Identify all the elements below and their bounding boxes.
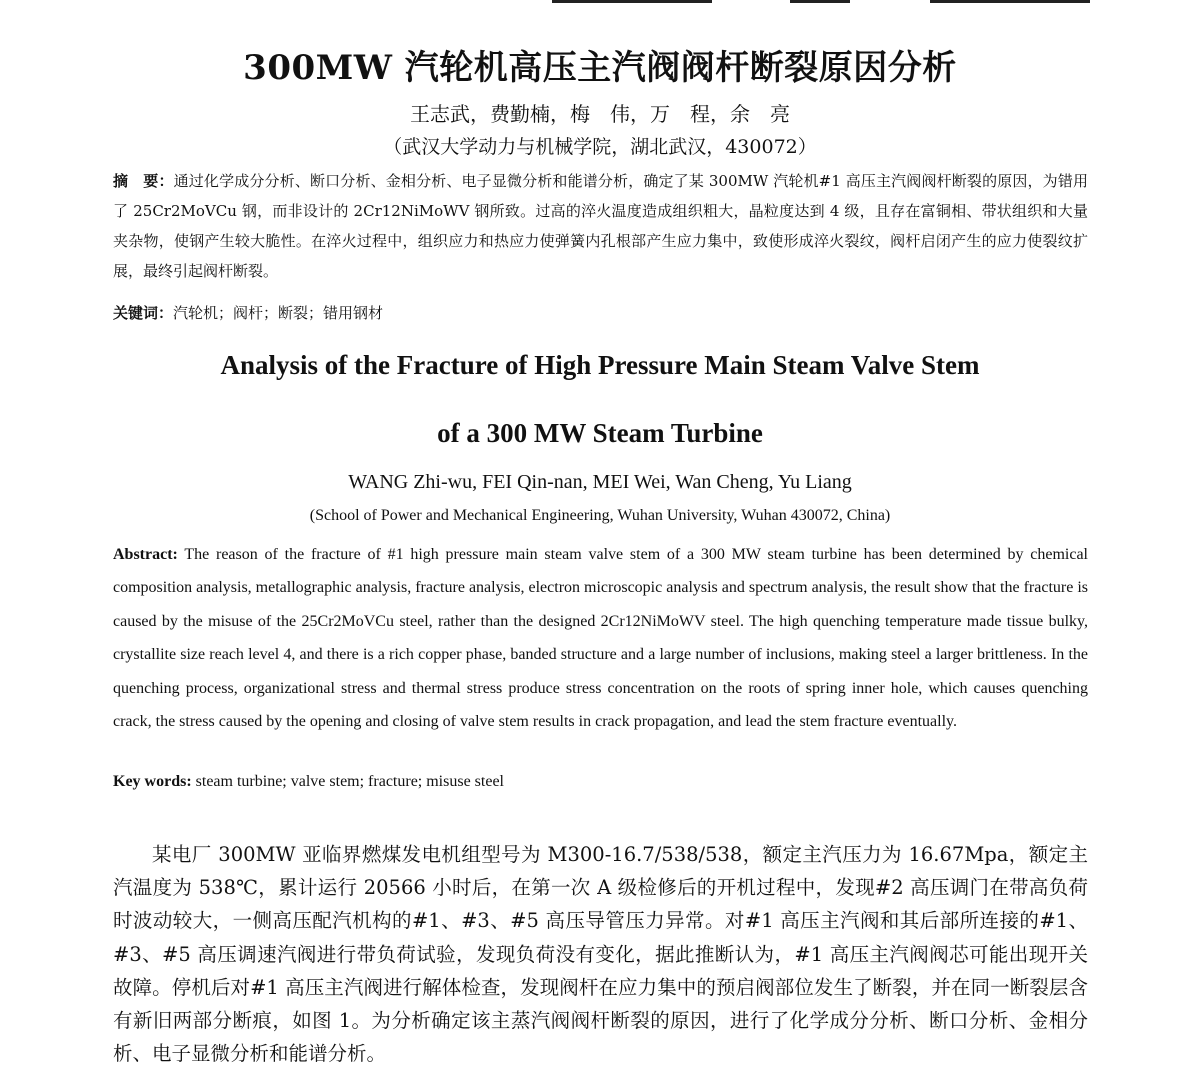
keywords-english-text: steam turbine; valve stem; fracture; misuse steel: [191, 773, 504, 790]
abstract-english-label: Abstract:: [113, 546, 178, 563]
keywords-english: [113, 771, 1088, 793]
authors-english: WANG Zhi-wu, FEI Qin-nan, MEI Wei, Wan Cheng, Yu Liang: [348, 471, 852, 493]
header-rule-middle: [790, 0, 850, 3]
header-rule-right: [930, 0, 1090, 3]
header-rule-left: [552, 0, 712, 3]
title-english-line2: of a 300 MW Steam Turbine: [437, 418, 763, 448]
title-chinese: 300MW 汽轮机高压主汽阀阀杆断裂原因分析: [243, 48, 957, 88]
abstract-chinese-label: 摘 要：: [113, 172, 174, 190]
affiliation-english: (School of Power and Mechanical Engineering, Wuhan University, Wuhan 430072, China): [309, 507, 891, 524]
body-paragraph: 某电厂 300MW 亚临界燃煤发电机组型号为 M300-16.7/538/538，额定主汽压力为 16.67Mpa，额定主汽温度为 538℃，累计运行 20566 小时后，在第一次 A 级检修后的开机过程中，发现#2 高压调门在带高负荷时波动较大，一侧高压配汽机构的#1、#3、#5 高压导管压力异常。对#1 高压主汽阀和其后部所连接的#1、#3、#5 高压调速汽阀进行带负荷试验，发现负荷没有变化，据此推断认为，#1 高压主汽阀阀芯可能出现开关故障。停机后对#1 高压主汽阀进行解体检查，发现阀杆在应力集中的预启阀部位发生了断裂，并在同一断裂层含有新旧两部分断痕，如图 1。为分析确定该主蒸汽阀阀杆断裂的原因，进行了化学成分分析、断口分析、金相分析、电子显微分析和能谱分析。: [113, 843, 1088, 1066]
abstract-chinese-text: 通过化学成分分析、断口分析、金相分析、电子显微分析和能谱分析，确定了某 300MW 汽轮机#1 高压主汽阀阀杆断裂的原因，为错用了 25Cr2MoVCu 钢，而非设计的 2Cr12NiMoWV 钢所致。过高的淬火温度造成组织粗大，晶粒度达到 4 级，且存在富铜相、带状组织和大量夹杂物，使钢产生较大脆性。在淬火过程中，组织应力和热应力使弹簧内孔根部产生应力集中，致使形成淬火裂纹，阀杆启闭产生的应力使裂纹扩展，最终引起阀杆断裂。: [113, 172, 1088, 280]
title-english-line1: Analysis of the Fracture of High Pressure Main Steam Valve Stem: [220, 350, 980, 380]
keywords-chinese-text: 汽轮机；阀杆；断裂；错用钢材: [173, 304, 384, 322]
abstract-chinese: [113, 166, 1088, 286]
keywords-chinese: [113, 302, 1088, 324]
affiliation-chinese: （武汉大学动力与机械学院，湖北武汉，430072）: [383, 136, 817, 158]
keywords-english-label: Key words:: [113, 773, 192, 790]
authors-chinese: 王志武，费勤楠，梅 伟，万 程，余 亮: [410, 102, 790, 126]
abstract-english-text: The reason of the fracture of #1 high pressure main steam valve stem of a 300 MW steam turbine has been determined by chemical composition analysis, metallographic analysis, fracture analysis, electron microscopic analysis and spectrum analysis, the result show that the fracture is caused by the misuse of the 25Cr2MoVCu steel, rather than the designed 2Cr12NiMoWV steel. The high quenching temperature made tissue bulky, crystallite size reach level 4, and there is a rich copper phase, banded structure and a large number of inclusions, making steel a larger brittleness. In the quenching process, organizational stress and thermal stress produce stress concentration on the roots of spring inner hole, which causes quenching crack, the stress caused by the opening and closing of valve stem results in crack propagation, and lead the stem fracture eventually.: [113, 546, 1088, 731]
abstract-english: [113, 538, 1088, 738]
keywords-chinese-label: 关键词：: [113, 304, 174, 322]
